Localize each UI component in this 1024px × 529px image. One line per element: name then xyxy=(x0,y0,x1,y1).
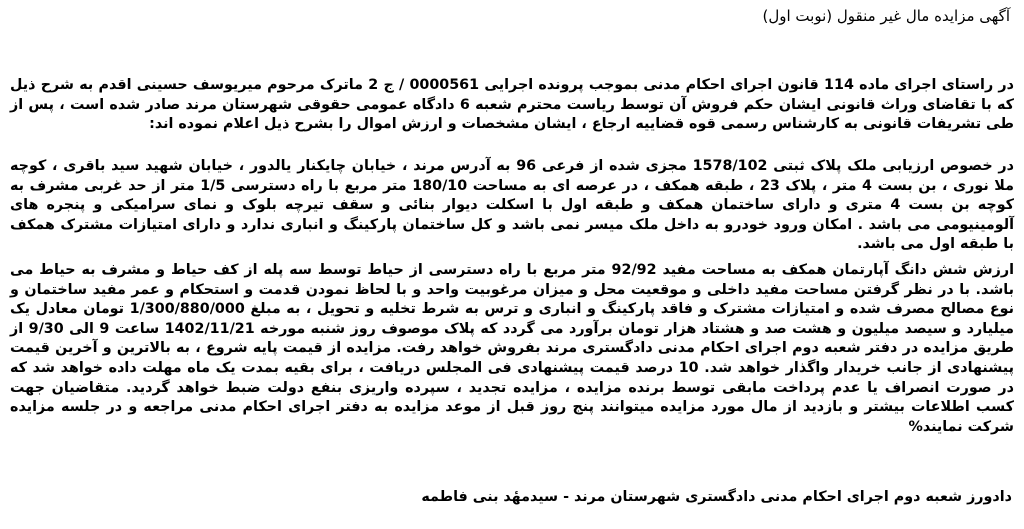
notice-title: آگهی مزایده مال غیر منقول (نوبت اول) xyxy=(762,7,1010,25)
notice-paragraph-property-description: در خصوص ارزیابی ملک پلاک ثبتی 1578/102 مجزی شده از فرعی 96 به آدرس مرند ، خیابان چایکنار یالدور ، خیابان شهید سید باقری ، کوچه ملا نوری ، بن بست 4 متر ، پلاک 23 ، طبقه همکف ، در عرصه ای به مساحت 180/10 متر مربع با راه دسترسی 1/5 متر از حد غربی مشرف به کوچه بن بست 4 متری و دارای ساختمان همکف و طبقه اول با اسکلت دیوار بنائی و سقف تیرچه بلوک و نمای سرامیکی و پنجره های آلومینیومی می باشد . امکان ورود خودرو به داخل ملک میسر نمی باشد و کل ساختمان پارکینگ و انباری ندارد و دارای امتیازات مشترک همکف با طبقه اول می باشد. xyxy=(10,158,1014,253)
notice-signature: دادورز شعبه دوم اجرای احکام مدنی دادگستری شهرستان مرند - سیدمهٔد بنی فاطمه xyxy=(421,489,1012,505)
notice-paragraph-valuation-and-auction: ارزش شش دانگ آپارتمان همکف به مساحت مفید 92/92 متر مربع با راه دسترسی از حیاط توسط سه پله از کف حیاط و مشرف به حیاط می باشد. با در نظر گرفتن مساحت مفید داخلی و موقعیت محل و میزان مرغوبیت واحد و با لحاظ نمودن قدمت و استحکام و عمر مفید ساختمان و نوع مصالح مصرف شده و امتیازات مشترک و فاقد پارکینگ و انباری و ترس به شرط تخلیه و تحویل ، به مبلغ 1/300/880/000 تومان معادل یک میلیارد و سیصد میلیون و هشت صد و هشتاد هزار تومان برآورد می گردد که پلاک موصوف روز شنبه مورخه 1402/11/21 ساعت 9 الی 9/30 از طریق مزایده در دفتر شعبه دوم اجرای احکام مدنی دادگستری مرند بفروش خواهد رفت. مزایده از قیمت پایه شروع ، به بالاترین و آخرین قیمت پیشنهادی از جانب خریدار واگذار خواهد شد. 10 درصد قیمت پیشنهادی فی المجلس دریافت ، برای بقیه بمدت یک ماه مهلت داده خواهد شد که در صورت انصراف یا عدم پرداخت مابقی توسط برنده مزایده ، مزایده تجدید ، سپرده واریزی بنفع دولت ضبط خواهد گردید. متقاضیان جهت کسب اطلاعات بیشتر و بازدید از مال مورد مزایده میتوانند پنج روز قبل از موعد مزایده به دفتر اجرای احکام مدنی مراجعه و در جلسه مزایده شرکت نمایند% xyxy=(10,262,1015,435)
notice-paragraph-intro: در راستای اجرای ماده 114 قانون اجرای احکام مدنی بموجب پرونده اجرایی 0000561 / ج 2 ماترک مرحوم میریوسف حسینی اقدم به شرح ذیل که با تقاضای وراث قانونی ایشان حکم فروش آن توسط ریاست محترم شعبه 6 دادگاه عمومی حقوقی شهرستان مرند صادر شده است ، پس از طی تشریفات قانونی به کارشناس رسمی قوه قضاییه ارجاع ، ایشان مشخصات و ارزش اموال را بشرح ذیل اعلام نموده اند: xyxy=(10,77,1014,133)
